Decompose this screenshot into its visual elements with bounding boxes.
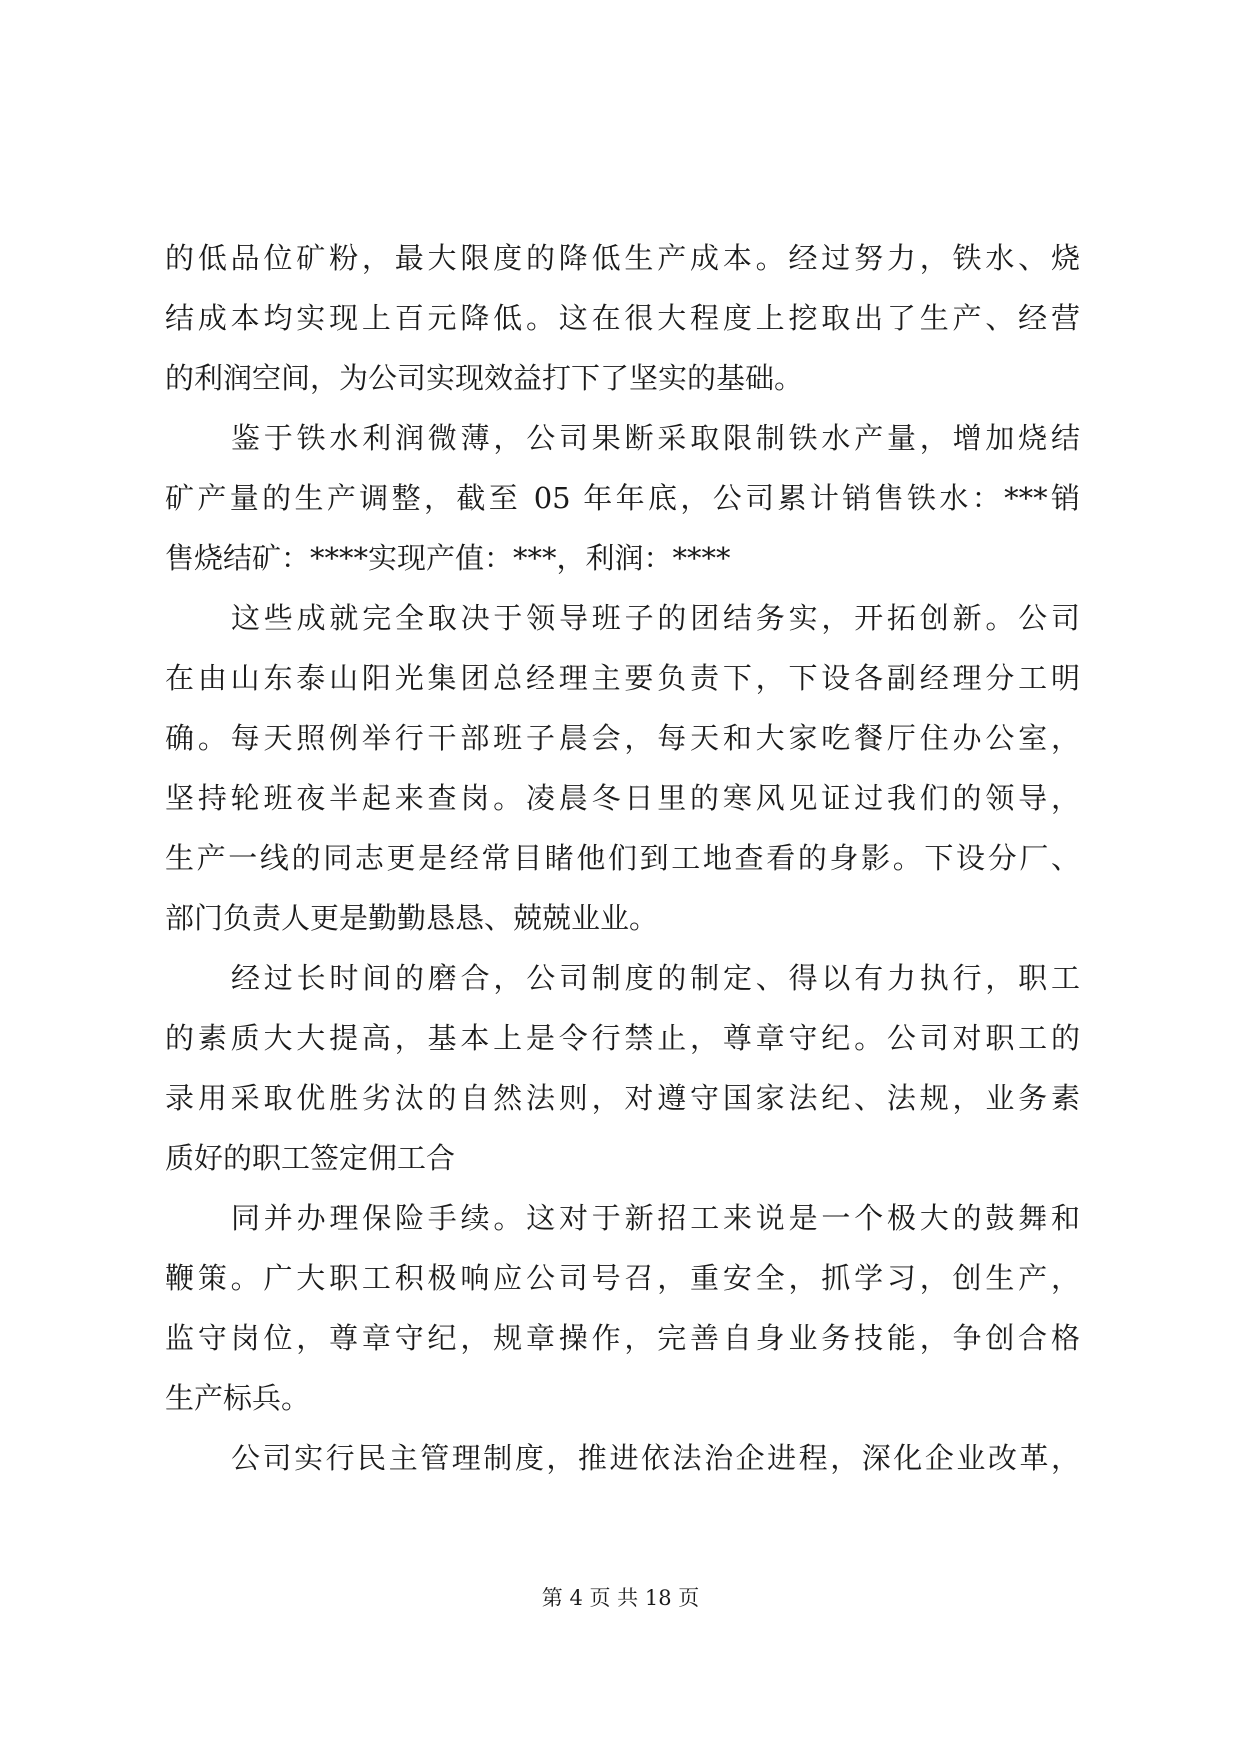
paragraph-3-line-1: 这些成就完全取决于领导班子的团结务实，开拓创新。公司 (231, 601, 1080, 635)
paragraph-3-line-6: 部门负责人更是勤勤恳恳、兢兢业业。 (165, 901, 659, 935)
paragraph-3-line-4: 坚持轮班夜半起来查岗。凌晨冬日里的寒风见证过我们的领导， (165, 781, 1080, 815)
paragraph-5-line-3: 监守岗位，尊章守纪，规章操作，完善自身业务技能，争创合格 (165, 1321, 1080, 1355)
paragraph-1-line-1: 的低品位矿粉，最大限度的降低生产成本。经过努力，铁水、烧 (165, 241, 1080, 275)
paragraph-3-line-2: 在由山东泰山阳光集团总经理主要负责下，下设各副经理分工明 (165, 661, 1080, 695)
paragraph-2-line-3: 售烧结矿：****实现产值：***，利润：**** (165, 541, 731, 575)
paragraph-2-line-1: 鉴于铁水利润微薄，公司果断采取限制铁水产量，增加烧结 (231, 421, 1080, 455)
paragraph-2-line-2: 矿产量的生产调整，截至 05 年年底，公司累计销售铁水：***销 (165, 481, 1080, 515)
paragraph-1-line-2: 结成本均实现上百元降低。这在很大程度上挖取出了生产、经营 (165, 301, 1080, 335)
paragraph-6-line-1: 公司实行民主管理制度，推进依法治企进程，深化企业改革， (231, 1441, 1080, 1475)
page-number-footer: 第 4 页 共 18 页 (541, 1586, 700, 1610)
paragraph-5-line-1: 同并办理保险手续。这对于新招工来说是一个极大的鼓舞和 (231, 1201, 1080, 1235)
paragraph-3-line-5: 生产一线的同志更是经常目睹他们到工地查看的身影。下设分厂、 (165, 841, 1080, 875)
paragraph-4-line-2: 的素质大大提高，基本上是令行禁止，尊章守纪。公司对职工的 (165, 1021, 1080, 1055)
body-text (165, 228, 1080, 1488)
paragraph-5-line-2: 鞭策。广大职工积极响应公司号召，重安全，抓学习，创生产， (165, 1261, 1080, 1295)
paragraph-3-line-3: 确。每天照例举行干部班子晨会，每天和大家吃餐厅住办公室， (165, 721, 1080, 755)
paragraph-4-line-4: 质好的职工签定佣工合 (165, 1141, 456, 1175)
paragraph-4-line-1: 经过长时间的磨合，公司制度的制定、得以有力执行，职工 (231, 961, 1080, 995)
paragraph-1-line-3: 的利润空间，为公司实现效益打下了坚实的基础。 (165, 361, 804, 395)
paragraph-4-line-3: 录用采取优胜劣汰的自然法则，对遵守国家法纪、法规，业务素 (165, 1081, 1080, 1115)
paragraph-5-line-4: 生产标兵。 (165, 1381, 311, 1415)
